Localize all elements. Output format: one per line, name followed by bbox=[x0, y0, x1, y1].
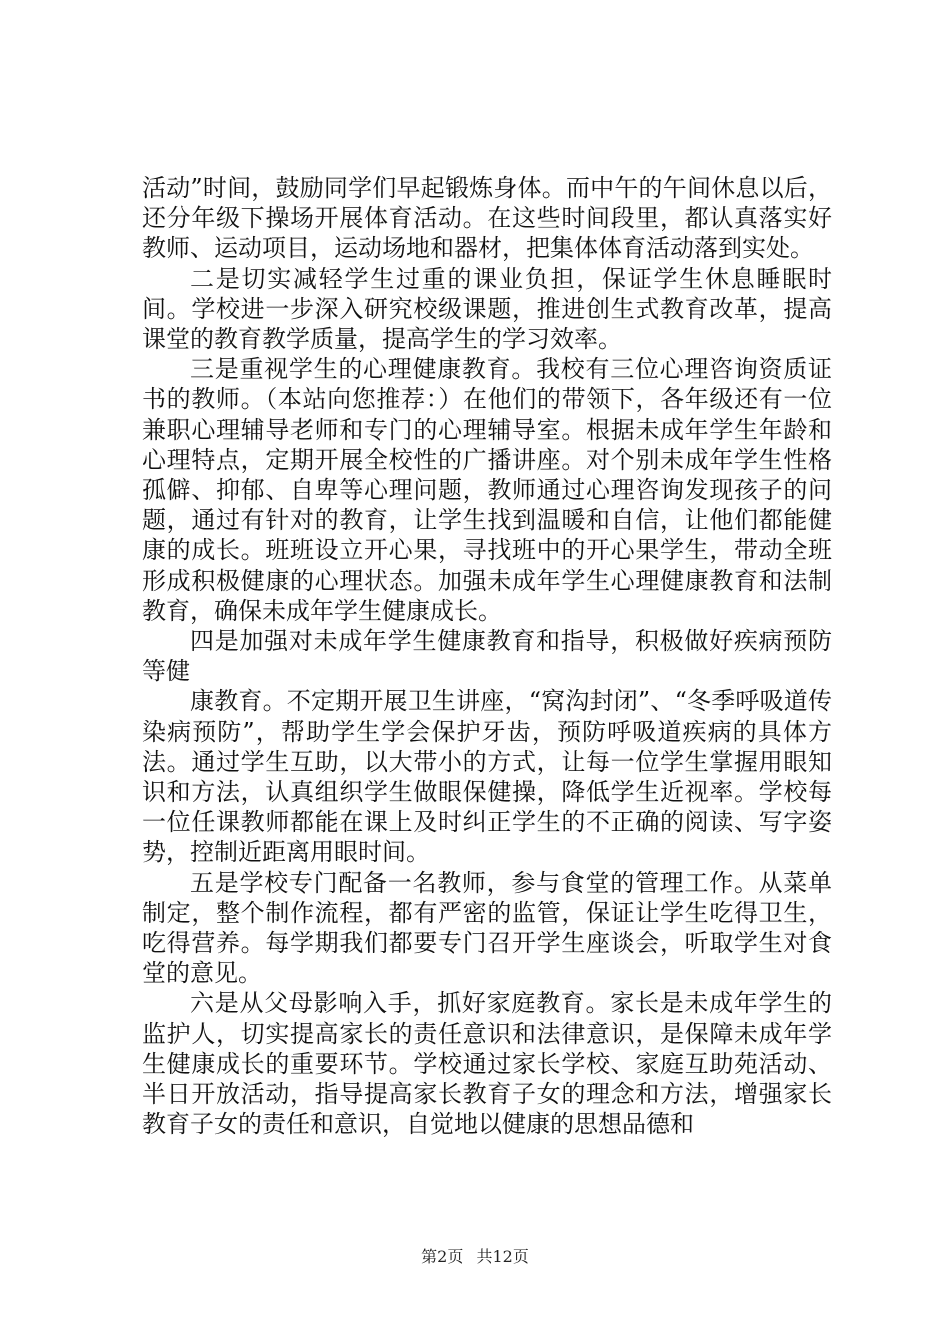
document-body bbox=[142, 173, 832, 1140]
paragraph-1: 活动”时间，鼓励同学们早起锻炼身体。而中午的午间休息以后，还分年级下操场开展体育活动。在这些时间段里，都认真落实好教师、运动项目，运动场地和器材，把集体体育活动落到实处。 bbox=[142, 174, 832, 263]
page-number: 第2页 bbox=[421, 1247, 464, 1266]
page-total: 共12页 bbox=[476, 1247, 529, 1266]
paragraph-4: 四是加强对未成年学生健康教育和指导，积极做好疾病预防等健 bbox=[142, 627, 832, 686]
paragraph-6: 五是学校专门配备一名教师，参与食堂的管理工作。从菜单制定，整个制作流程，都有严密的监管，保证让学生吃得卫生，吃得营养。每学期我们都要专门召开学生座谈会，听取学生对食堂的意见。 bbox=[142, 868, 832, 988]
paragraph-7: 六是从父母影响入手，抓好家庭教育。家长是未成年学生的监护人，切实提高家长的责任意识和法律意识，是保障未成年学生健康成长的重要环节。学校通过家长学校、家庭互助苑活动、半日开放活动，指导提高家长教育子女的理念和方法，增强家长教育子女的责任和意识，自觉地以健康的思想品德和 bbox=[142, 989, 832, 1139]
paragraph-2: 二是切实减轻学生过重的课业负担，保证学生休息睡眠时间。学校进一步深入研究校级课题，推进创生式教育改革，提高课堂的教育教学质量，提高学生的学习效率。 bbox=[142, 264, 832, 354]
paragraph-3: 三是重视学生的心理健康教育。我校有三位心理咨询资质证书的教师。（本站向您推荐：）在他们的带领下，各年级还有一位兼职心理辅导老师和专门的心理辅导室。根据未成年学生年龄和心理特点，定期开展全校性的广播讲座。对个别未成年学生性格孤僻、抑郁、自卑等心理问题，教师通过心理咨询发现孩子的问题，通过有针对的教育，让学生找到温暖和自信，让他们都能健康的成长。班班设立开心果，寻找班中的开心果学生，带动全班形成积极健康的心理状态。加强未成年学生心理健康教育和法制教育，确保未成年学生健康成长。 bbox=[142, 355, 832, 625]
page-footer bbox=[0, 1244, 950, 1267]
paragraph-5: 康教育。不定期开展卫生讲座，“窝沟封闭”、“冬季呼吸道传染病预防”，帮助学生学会保护牙齿，预防呼吸道疾病的具体方法。通过学生互助，以大带小的方式，让每一位学生掌握用眼知识和方法，认真组织学生做眼保健操，降低学生近视率。学校每一位任课教师都能在课上及时纠正学生的不正确的阅读、写字姿势，控制近距离用眼时间。 bbox=[142, 687, 832, 867]
